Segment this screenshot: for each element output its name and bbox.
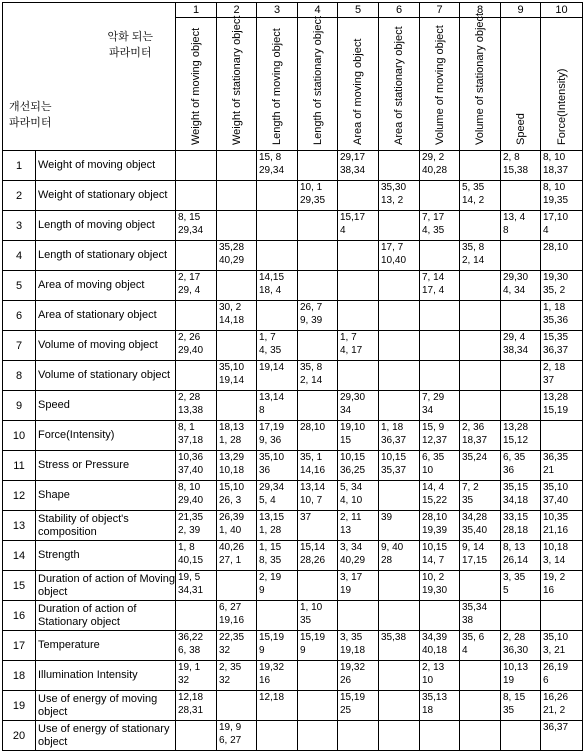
matrix-cell <box>460 571 501 601</box>
matrix-cell: 1, 7 4, 17 <box>338 331 379 361</box>
matrix-cell: 5, 35 14, 2 <box>460 181 501 211</box>
matrix-cell: 35,28 40,29 <box>217 241 257 271</box>
matrix-cell: 36,35 21 <box>541 451 583 481</box>
table-row <box>3 601 583 631</box>
row-number: 3 <box>3 211 36 241</box>
matrix-cell: 8, 13 26,14 <box>501 541 541 571</box>
matrix-cell: 2, 19 9 <box>257 571 298 601</box>
matrix-cell: 1, 18 35,36 <box>541 301 583 331</box>
matrix-cell: 6, 27 19,16 <box>217 601 257 631</box>
matrix-cell <box>298 331 338 361</box>
row-parameter-name: Speed <box>36 391 176 421</box>
matrix-cell: 8, 1 37,18 <box>176 421 217 451</box>
matrix-cell: 2, 8 15,38 <box>501 151 541 181</box>
matrix-cell <box>338 301 379 331</box>
matrix-cell <box>460 391 501 421</box>
matrix-cell: 2, 36 18,37 <box>460 421 501 451</box>
matrix-cell: 15,10 26, 3 <box>217 481 257 511</box>
row-number: 1 <box>3 151 36 181</box>
matrix-cell: 16,26 21, 2 <box>541 691 583 721</box>
matrix-cell: 19, 5 34,31 <box>176 571 217 601</box>
row-number: 8 <box>3 361 36 391</box>
matrix-cell: 36,37 <box>541 721 583 751</box>
matrix-cell: 7, 14 17, 4 <box>420 271 460 301</box>
matrix-cell <box>420 361 460 391</box>
matrix-cell: 40,26 27, 1 <box>217 541 257 571</box>
row-parameter-name: Area of stationary object <box>36 301 176 331</box>
table-row <box>3 481 583 511</box>
matrix-cell <box>379 301 420 331</box>
matrix-cell: 9, 40 28 <box>379 541 420 571</box>
matrix-cell <box>501 241 541 271</box>
matrix-cell: 35,10 37,40 <box>541 481 583 511</box>
matrix-cell: 1, 10 35 <box>298 601 338 631</box>
column-number: 9 <box>501 3 541 18</box>
matrix-cell: 3, 34 40,29 <box>338 541 379 571</box>
matrix-cell <box>379 331 420 361</box>
matrix-cell: 10, 1 29,35 <box>298 181 338 211</box>
row-parameter-name: Length of moving object <box>36 211 176 241</box>
matrix-cell: 15,35 36,37 <box>541 331 583 361</box>
matrix-cell: 12,18 <box>257 691 298 721</box>
matrix-cell: 35,10 19,14 <box>217 361 257 391</box>
matrix-cell: 19,32 26 <box>338 661 379 691</box>
matrix-cell: 3, 17 19 <box>338 571 379 601</box>
row-number: 7 <box>3 331 36 361</box>
matrix-cell <box>379 571 420 601</box>
matrix-cell: 8, 10 29,40 <box>176 481 217 511</box>
matrix-cell: 35,15 34,18 <box>501 481 541 511</box>
matrix-cell <box>501 391 541 421</box>
table-row <box>3 421 583 451</box>
table-row <box>3 511 583 541</box>
matrix-cell: 6, 35 36 <box>501 451 541 481</box>
matrix-cell: 35,34 38 <box>460 601 501 631</box>
row-number: 15 <box>3 571 36 601</box>
column-number: 2 <box>217 3 257 18</box>
matrix-cell: 29,30 4, 34 <box>501 271 541 301</box>
column-header <box>460 12 501 151</box>
row-number: 12 <box>3 481 36 511</box>
matrix-cell: 19,32 16 <box>257 661 298 691</box>
matrix-cell: 2, 13 10 <box>420 661 460 691</box>
table-row <box>3 631 583 661</box>
table-row <box>3 151 583 181</box>
row-number: 20 <box>3 721 36 751</box>
matrix-cell: 21,35 2, 39 <box>176 511 217 541</box>
matrix-cell: 26,39 1, 40 <box>217 511 257 541</box>
table-row <box>3 571 583 601</box>
matrix-cell: 17, 7 10,40 <box>379 241 420 271</box>
matrix-cell: 8, 15 29,34 <box>176 211 217 241</box>
matrix-cell <box>501 721 541 751</box>
row-parameter-name: Volume of stationary object <box>36 361 176 391</box>
matrix-cell <box>338 721 379 751</box>
matrix-cell: 29, 2 40,28 <box>420 151 460 181</box>
matrix-cell: 15,19 9 <box>257 631 298 661</box>
matrix-cell: 10,36 37,40 <box>176 451 217 481</box>
matrix-cell <box>379 601 420 631</box>
table-row <box>3 451 583 481</box>
matrix-cell: 35, 1 14,16 <box>298 451 338 481</box>
matrix-cell: 35,24 <box>460 451 501 481</box>
matrix-cell <box>501 181 541 211</box>
column-name: Force(Intensity) <box>555 68 568 145</box>
improving-parameter-label: 개선되는 파라미터 <box>9 101 52 129</box>
matrix-cell <box>298 271 338 301</box>
matrix-cell: 19, 1 32 <box>176 661 217 691</box>
matrix-cell: 28,10 19,39 <box>420 511 460 541</box>
column-name: Area of moving object <box>352 38 364 145</box>
matrix-cell: 10,15 35,37 <box>379 451 420 481</box>
column-number: 10 <box>541 3 583 18</box>
matrix-cell: 35,30 13, 2 <box>379 181 420 211</box>
matrix-cell <box>379 211 420 241</box>
table-row <box>3 691 583 721</box>
matrix-cell: 1, 7 4, 35 <box>257 331 298 361</box>
matrix-cell: 19,30 35, 2 <box>541 271 583 301</box>
matrix-cell: 3, 35 5 <box>501 571 541 601</box>
row-number: 4 <box>3 241 36 271</box>
matrix-cell: 7, 17 4, 35 <box>420 211 460 241</box>
matrix-cell <box>460 361 501 391</box>
matrix-cell <box>338 241 379 271</box>
matrix-cell: 8, 10 19,35 <box>541 181 583 211</box>
matrix-cell: 35, 8 2, 14 <box>298 361 338 391</box>
column-header <box>338 18 379 151</box>
matrix-cell: 17,19 9, 36 <box>257 421 298 451</box>
matrix-cell: 13,14 10, 7 <box>298 481 338 511</box>
row-parameter-name: Use of energy of moving object <box>36 691 176 721</box>
column-name: Area of stationary object <box>393 25 405 145</box>
matrix-cell <box>460 301 501 331</box>
row-number: 18 <box>3 661 36 691</box>
matrix-cell <box>257 721 298 751</box>
matrix-cell <box>460 211 501 241</box>
matrix-cell: 10,15 14, 7 <box>420 541 460 571</box>
row-number: 6 <box>3 301 36 331</box>
matrix-cell: 2, 28 36,30 <box>501 631 541 661</box>
matrix-cell: 34,39 40,18 <box>420 631 460 661</box>
matrix-cell: 2, 11 13 <box>338 511 379 541</box>
matrix-cell: 19, 9 6, 27 <box>217 721 257 751</box>
matrix-cell: 10,15 36,25 <box>338 451 379 481</box>
row-parameter-name: Duration of action of Moving object <box>36 571 176 601</box>
column-name: Speed <box>514 112 527 145</box>
matrix-cell <box>217 181 257 211</box>
matrix-cell: 2, 18 37 <box>541 361 583 391</box>
matrix-cell: 14, 4 15,22 <box>420 481 460 511</box>
column-name: Length of moving object <box>271 27 283 145</box>
matrix-cell <box>217 271 257 301</box>
matrix-cell: 13,28 15,12 <box>501 421 541 451</box>
matrix-cell: 1, 8 40,15 <box>176 541 217 571</box>
row-number: 14 <box>3 541 36 571</box>
row-parameter-name: Area of moving object <box>36 271 176 301</box>
matrix-cell: 30, 2 14,18 <box>217 301 257 331</box>
matrix-cell <box>257 211 298 241</box>
column-number: 4 <box>298 3 338 18</box>
row-number: 9 <box>3 391 36 421</box>
column-header <box>298 15 338 151</box>
matrix-cell <box>541 421 583 451</box>
matrix-cell <box>501 361 541 391</box>
matrix-cell <box>298 721 338 751</box>
matrix-cell <box>257 601 298 631</box>
matrix-cell <box>420 301 460 331</box>
row-number: 19 <box>3 691 36 721</box>
matrix-cell <box>176 721 217 751</box>
matrix-cell: 5, 34 4, 10 <box>338 481 379 511</box>
matrix-cell <box>460 151 501 181</box>
row-parameter-name: Duration of action of Stationary object <box>36 601 176 631</box>
matrix-cell <box>379 721 420 751</box>
matrix-cell: 15, 9 12,37 <box>420 421 460 451</box>
matrix-cell <box>257 301 298 331</box>
matrix-cell <box>298 571 338 601</box>
matrix-cell: 19, 2 16 <box>541 571 583 601</box>
matrix-cell <box>379 151 420 181</box>
matrix-cell: 15,19 9 <box>298 631 338 661</box>
row-number: 17 <box>3 631 36 661</box>
matrix-cell: 35, 6 4 <box>460 631 501 661</box>
matrix-cell: 34,28 35,40 <box>460 511 501 541</box>
matrix-cell <box>379 391 420 421</box>
column-header <box>541 18 583 151</box>
matrix-cell <box>176 181 217 211</box>
row-parameter-name: Stress or Pressure <box>36 451 176 481</box>
column-header <box>501 18 541 151</box>
row-parameter-name: Weight of stationary object <box>36 181 176 211</box>
row-number: 2 <box>3 181 36 211</box>
row-parameter-name: Volume of moving object <box>36 331 176 361</box>
row-parameter-name: Shape <box>36 481 176 511</box>
matrix-cell: 10,18 3, 14 <box>541 541 583 571</box>
column-name: Volume of stationary object <box>474 12 486 145</box>
matrix-cell: 19,10 15 <box>338 421 379 451</box>
matrix-cell <box>379 271 420 301</box>
matrix-cell: 13, 4 8 <box>501 211 541 241</box>
table-row <box>3 331 583 361</box>
matrix-cell <box>501 301 541 331</box>
column-name: Volume of moving object <box>433 24 446 145</box>
matrix-cell <box>379 661 420 691</box>
matrix-cell: 29,17 38,34 <box>338 151 379 181</box>
matrix-cell: 15, 8 29,34 <box>257 151 298 181</box>
row-parameter-name: Force(Intensity) <box>36 421 176 451</box>
row-number: 16 <box>3 601 36 631</box>
matrix-cell <box>176 301 217 331</box>
matrix-cell <box>338 601 379 631</box>
matrix-cell: 19,14 <box>257 361 298 391</box>
row-parameter-name: Length of stationary object <box>36 241 176 271</box>
matrix-cell: 9, 14 17,15 <box>460 541 501 571</box>
row-parameter-name: Illumination Intensity <box>36 661 176 691</box>
matrix-cell: 15,17 4 <box>338 211 379 241</box>
matrix-cell: 36,22 6, 38 <box>176 631 217 661</box>
table-row <box>3 301 583 331</box>
row-parameter-name: Temperature <box>36 631 176 661</box>
row-parameter-name: Weight of moving object <box>36 151 176 181</box>
worsening-parameter-label: 악화 되는 파라미터 <box>107 31 153 59</box>
table-row <box>3 721 583 751</box>
matrix-cell <box>420 181 460 211</box>
matrix-cell <box>217 571 257 601</box>
contradiction-matrix-table <box>2 2 583 751</box>
matrix-cell <box>460 691 501 721</box>
matrix-cell: 1, 15 8, 35 <box>257 541 298 571</box>
matrix-cell <box>501 601 541 631</box>
matrix-cell <box>298 151 338 181</box>
column-header <box>257 18 298 151</box>
matrix-cell: 8, 15 35 <box>501 691 541 721</box>
column-number: 3 <box>257 3 298 18</box>
matrix-cell: 1, 18 36,37 <box>379 421 420 451</box>
matrix-cell: 35,10 36 <box>257 451 298 481</box>
matrix-cell <box>338 271 379 301</box>
column-header <box>176 18 217 151</box>
matrix-cell: 17,10 4 <box>541 211 583 241</box>
column-name: Length of stationary object <box>311 15 324 145</box>
matrix-cell: 2, 26 29,40 <box>176 331 217 361</box>
column-header <box>379 18 420 151</box>
matrix-cell <box>420 241 460 271</box>
row-parameter-name: Strength <box>36 541 176 571</box>
matrix-cell <box>420 721 460 751</box>
matrix-cell: 13,14 8 <box>257 391 298 421</box>
matrix-cell: 39 <box>379 511 420 541</box>
table-row <box>3 361 583 391</box>
table-row <box>3 271 583 301</box>
matrix-cell <box>176 601 217 631</box>
table-row <box>3 211 583 241</box>
matrix-cell: 2, 17 29, 4 <box>176 271 217 301</box>
matrix-cell <box>379 691 420 721</box>
matrix-cell <box>298 661 338 691</box>
column-name: Weight of moving object <box>190 27 202 145</box>
matrix-cell <box>541 601 583 631</box>
matrix-cell <box>176 151 217 181</box>
matrix-cell <box>379 481 420 511</box>
matrix-cell: 35,38 <box>379 631 420 661</box>
matrix-cell <box>420 601 460 631</box>
matrix-cell: 10, 2 19,30 <box>420 571 460 601</box>
table-row <box>3 181 583 211</box>
matrix-cell: 35,10 3, 21 <box>541 631 583 661</box>
table-row <box>3 391 583 421</box>
column-number: 6 <box>379 3 420 18</box>
table-row <box>3 661 583 691</box>
matrix-cell: 7, 2 35 <box>460 481 501 511</box>
column-header <box>420 18 460 151</box>
matrix-cell: 14,15 18, 4 <box>257 271 298 301</box>
matrix-cell <box>217 211 257 241</box>
column-name: Weight of stationary object <box>230 15 243 145</box>
matrix-cell <box>298 211 338 241</box>
matrix-cell: 3, 35 19,18 <box>338 631 379 661</box>
matrix-cell: 37 <box>298 511 338 541</box>
matrix-cell <box>176 361 217 391</box>
row-number: 5 <box>3 271 36 301</box>
corner-header-cell <box>3 3 176 151</box>
matrix-cell <box>298 691 338 721</box>
column-number: 8 <box>460 3 501 18</box>
row-number: 10 <box>3 421 36 451</box>
matrix-cell: 35,13 18 <box>420 691 460 721</box>
matrix-cell <box>460 271 501 301</box>
matrix-cell: 6, 35 10 <box>420 451 460 481</box>
matrix-cell: 13,29 10,18 <box>217 451 257 481</box>
column-number: 7 <box>420 3 460 18</box>
matrix-cell <box>379 361 420 391</box>
matrix-cell: 26,19 6 <box>541 661 583 691</box>
matrix-cell: 8, 10 18,37 <box>541 151 583 181</box>
row-parameter-name: Use of energy of stationary object <box>36 721 176 751</box>
column-header <box>217 15 257 151</box>
matrix-cell: 2, 28 13,38 <box>176 391 217 421</box>
matrix-cell: 12,18 28,31 <box>176 691 217 721</box>
matrix-cell <box>217 691 257 721</box>
matrix-cell: 26, 7 9, 39 <box>298 301 338 331</box>
matrix-cell: 13,15 1, 28 <box>257 511 298 541</box>
matrix-cell <box>460 661 501 691</box>
matrix-cell: 22,35 32 <box>217 631 257 661</box>
matrix-cell <box>338 181 379 211</box>
matrix-body <box>3 151 583 751</box>
table-row <box>3 541 583 571</box>
matrix-cell: 35, 8 2, 14 <box>460 241 501 271</box>
matrix-cell: 13,28 15,19 <box>541 391 583 421</box>
matrix-cell <box>217 151 257 181</box>
matrix-cell <box>257 181 298 211</box>
matrix-cell <box>217 391 257 421</box>
matrix-cell <box>420 331 460 361</box>
matrix-cell: 15,19 25 <box>338 691 379 721</box>
matrix-cell <box>298 241 338 271</box>
matrix-cell: 29,30 34 <box>338 391 379 421</box>
matrix-cell: 18,13 1, 28 <box>217 421 257 451</box>
table-row <box>3 241 583 271</box>
matrix-cell: 29,34 5, 4 <box>257 481 298 511</box>
matrix-cell: 10,13 19 <box>501 661 541 691</box>
matrix-cell: 28,10 <box>298 421 338 451</box>
matrix-cell <box>257 241 298 271</box>
matrix-cell: 15,14 28,26 <box>298 541 338 571</box>
matrix-cell <box>460 721 501 751</box>
column-number-row <box>3 3 583 18</box>
matrix-cell: 2, 35 32 <box>217 661 257 691</box>
matrix-cell <box>338 361 379 391</box>
matrix-cell: 29, 4 38,34 <box>501 331 541 361</box>
column-number: 5 <box>338 3 379 18</box>
matrix-cell: 33,15 28,18 <box>501 511 541 541</box>
matrix-cell: 28,10 <box>541 241 583 271</box>
matrix-cell <box>176 241 217 271</box>
matrix-cell: 10,35 21,16 <box>541 511 583 541</box>
row-number: 11 <box>3 451 36 481</box>
matrix-cell <box>217 331 257 361</box>
column-number: 1 <box>176 3 217 18</box>
row-number: 13 <box>3 511 36 541</box>
matrix-cell <box>298 391 338 421</box>
matrix-cell <box>460 331 501 361</box>
row-parameter-name: Stability of object's composition <box>36 511 176 541</box>
matrix-cell: 7, 29 34 <box>420 391 460 421</box>
